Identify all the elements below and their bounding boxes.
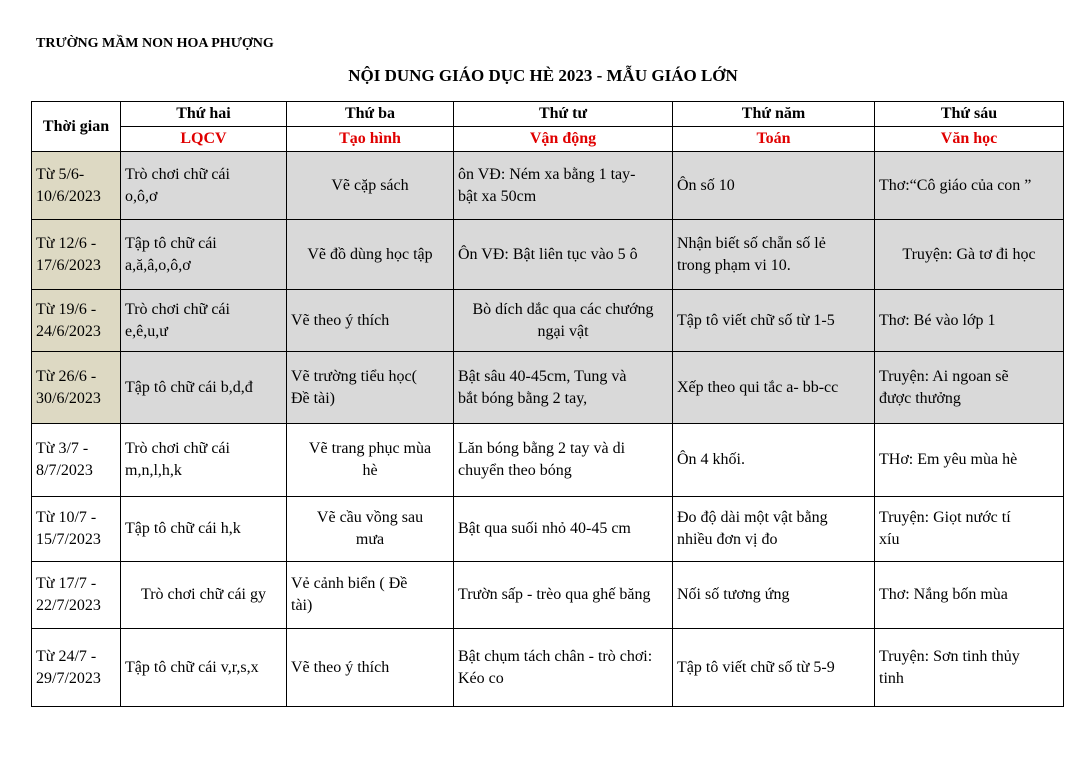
schedule-table [31,101,1064,707]
thursday-cell: Tập tô viết chữ số từ 5-9 [673,629,875,707]
week-row [32,424,1064,497]
subject-header: Toán [673,127,875,152]
monday-cell: Trò chơi chữ cái e,ê,u,ư [121,290,287,352]
thursday-cell: Đo độ dài một vật bằng nhiều đơn vị đo [673,497,875,562]
thursday-cell: Tập tô viết chữ số từ 1-5 [673,290,875,352]
week-row [32,352,1064,424]
day-header: Thứ tư [454,102,673,127]
week-date-cell: Từ 19/6 - 24/6/2023 [32,290,121,352]
day-header: Thứ sáu [875,102,1064,127]
monday-cell: Tập tô chữ cái h,k [121,497,287,562]
thursday-cell: Nhận biết số chẵn số lẻ trong phạm vi 10. [673,220,875,290]
tuesday-cell: Vẽ đồ dùng học tập [287,220,454,290]
day-header: Thứ ba [287,102,454,127]
monday-cell: Trò chơi chữ cái m,n,l,h,k [121,424,287,497]
monday-cell: Tập tô chữ cái v,r,s,x [121,629,287,707]
wednesday-cell: Lăn bóng bằng 2 tay và di chuyển theo bóng [454,424,673,497]
week-date-cell: Từ 5/6- 10/6/2023 [32,152,121,220]
wednesday-cell: Bật sâu 40-45cm, Tung và bắt bóng bằng 2 tay, [454,352,673,424]
tuesday-cell: Vẽ theo ý thích [287,629,454,707]
week-date-cell: Từ 3/7 - 8/7/2023 [32,424,121,497]
thursday-cell: Xếp theo qui tắc a- bb-cc [673,352,875,424]
friday-cell: Thơ: Bé vào lớp 1 [875,290,1064,352]
page-title: NỘI DUNG GIÁO DỤC HÈ 2023 - MẪU GIÁO LỚN [348,66,738,85]
tuesday-cell: Vẽ trường tiểu học( Đề tài) [287,352,454,424]
week-row [32,562,1064,629]
monday-cell: Tập tô chữ cái b,d,đ [121,352,287,424]
friday-cell: THơ: Em yêu mùa hè [875,424,1064,497]
day-header: Thứ hai [121,102,287,127]
wednesday-cell: Bò dích dắc qua các chướng ngại vật [454,290,673,352]
wednesday-cell: Trườn sấp - trèo qua ghế băng [454,562,673,629]
day-header: Thứ năm [673,102,875,127]
week-row [32,290,1064,352]
tuesday-cell: Vẽ cặp sách [287,152,454,220]
week-row [32,152,1064,220]
week-date-cell: Từ 17/7 - 22/7/2023 [32,562,121,629]
friday-cell: Thơ: Nắng bốn mùa [875,562,1064,629]
day-header-row [32,102,1064,127]
subject-header-row [32,127,1064,152]
monday-cell: Trò chơi chữ cái o,ô,ơ [121,152,287,220]
school-name: TRƯỜNG MẦM NON HOA PHƯỢNG [36,36,274,51]
thursday-cell: Ôn 4 khối. [673,424,875,497]
tuesday-cell: Vẽ trang phục mùa hè [287,424,454,497]
friday-cell: Truyện: Ai ngoan sẽ được thưởng [875,352,1064,424]
subject-header: Vận động [454,127,673,152]
friday-cell: Thơ:“Cô giáo của con ” [875,152,1064,220]
week-row [32,497,1064,562]
thursday-cell: Ôn số 10 [673,152,875,220]
subject-header: Tạo hình [287,127,454,152]
week-date-cell: Từ 12/6 - 17/6/2023 [32,220,121,290]
friday-cell: Truyện: Gà tơ đi học [875,220,1064,290]
tuesday-cell: Vẻ cảnh biển ( Đề tài) [287,562,454,629]
week-row [32,220,1064,290]
week-row [32,629,1064,707]
friday-cell: Truyện: Giọt nước tí xíu [875,497,1064,562]
wednesday-cell: Bật chụm tách chân - trò chơi: Kéo co [454,629,673,707]
week-date-cell: Từ 10/7 - 15/7/2023 [32,497,121,562]
tuesday-cell: Vẽ cầu vồng sau mưa [287,497,454,562]
monday-cell: Trò chơi chữ cái gy [121,562,287,629]
tuesday-cell: Vẽ theo ý thích [287,290,454,352]
friday-cell: Truyện: Sơn tinh thủy tinh [875,629,1064,707]
wednesday-cell: Ôn VĐ: Bật liên tục vào 5 ô [454,220,673,290]
subject-header: Văn học [875,127,1064,152]
thursday-cell: Nối số tương ứng [673,562,875,629]
wednesday-cell: ôn VĐ: Ném xa bằng 1 tay- bật xa 50cm [454,152,673,220]
week-date-cell: Từ 26/6 - 30/6/2023 [32,352,121,424]
week-date-cell: Từ 24/7 - 29/7/2023 [32,629,121,707]
subject-header: LQCV [121,127,287,152]
monday-cell: Tập tô chữ cái a,ă,â,o,ô,ơ [121,220,287,290]
wednesday-cell: Bật qua suối nhỏ 40-45 cm [454,497,673,562]
time-column-header: Thời gian [32,102,121,152]
